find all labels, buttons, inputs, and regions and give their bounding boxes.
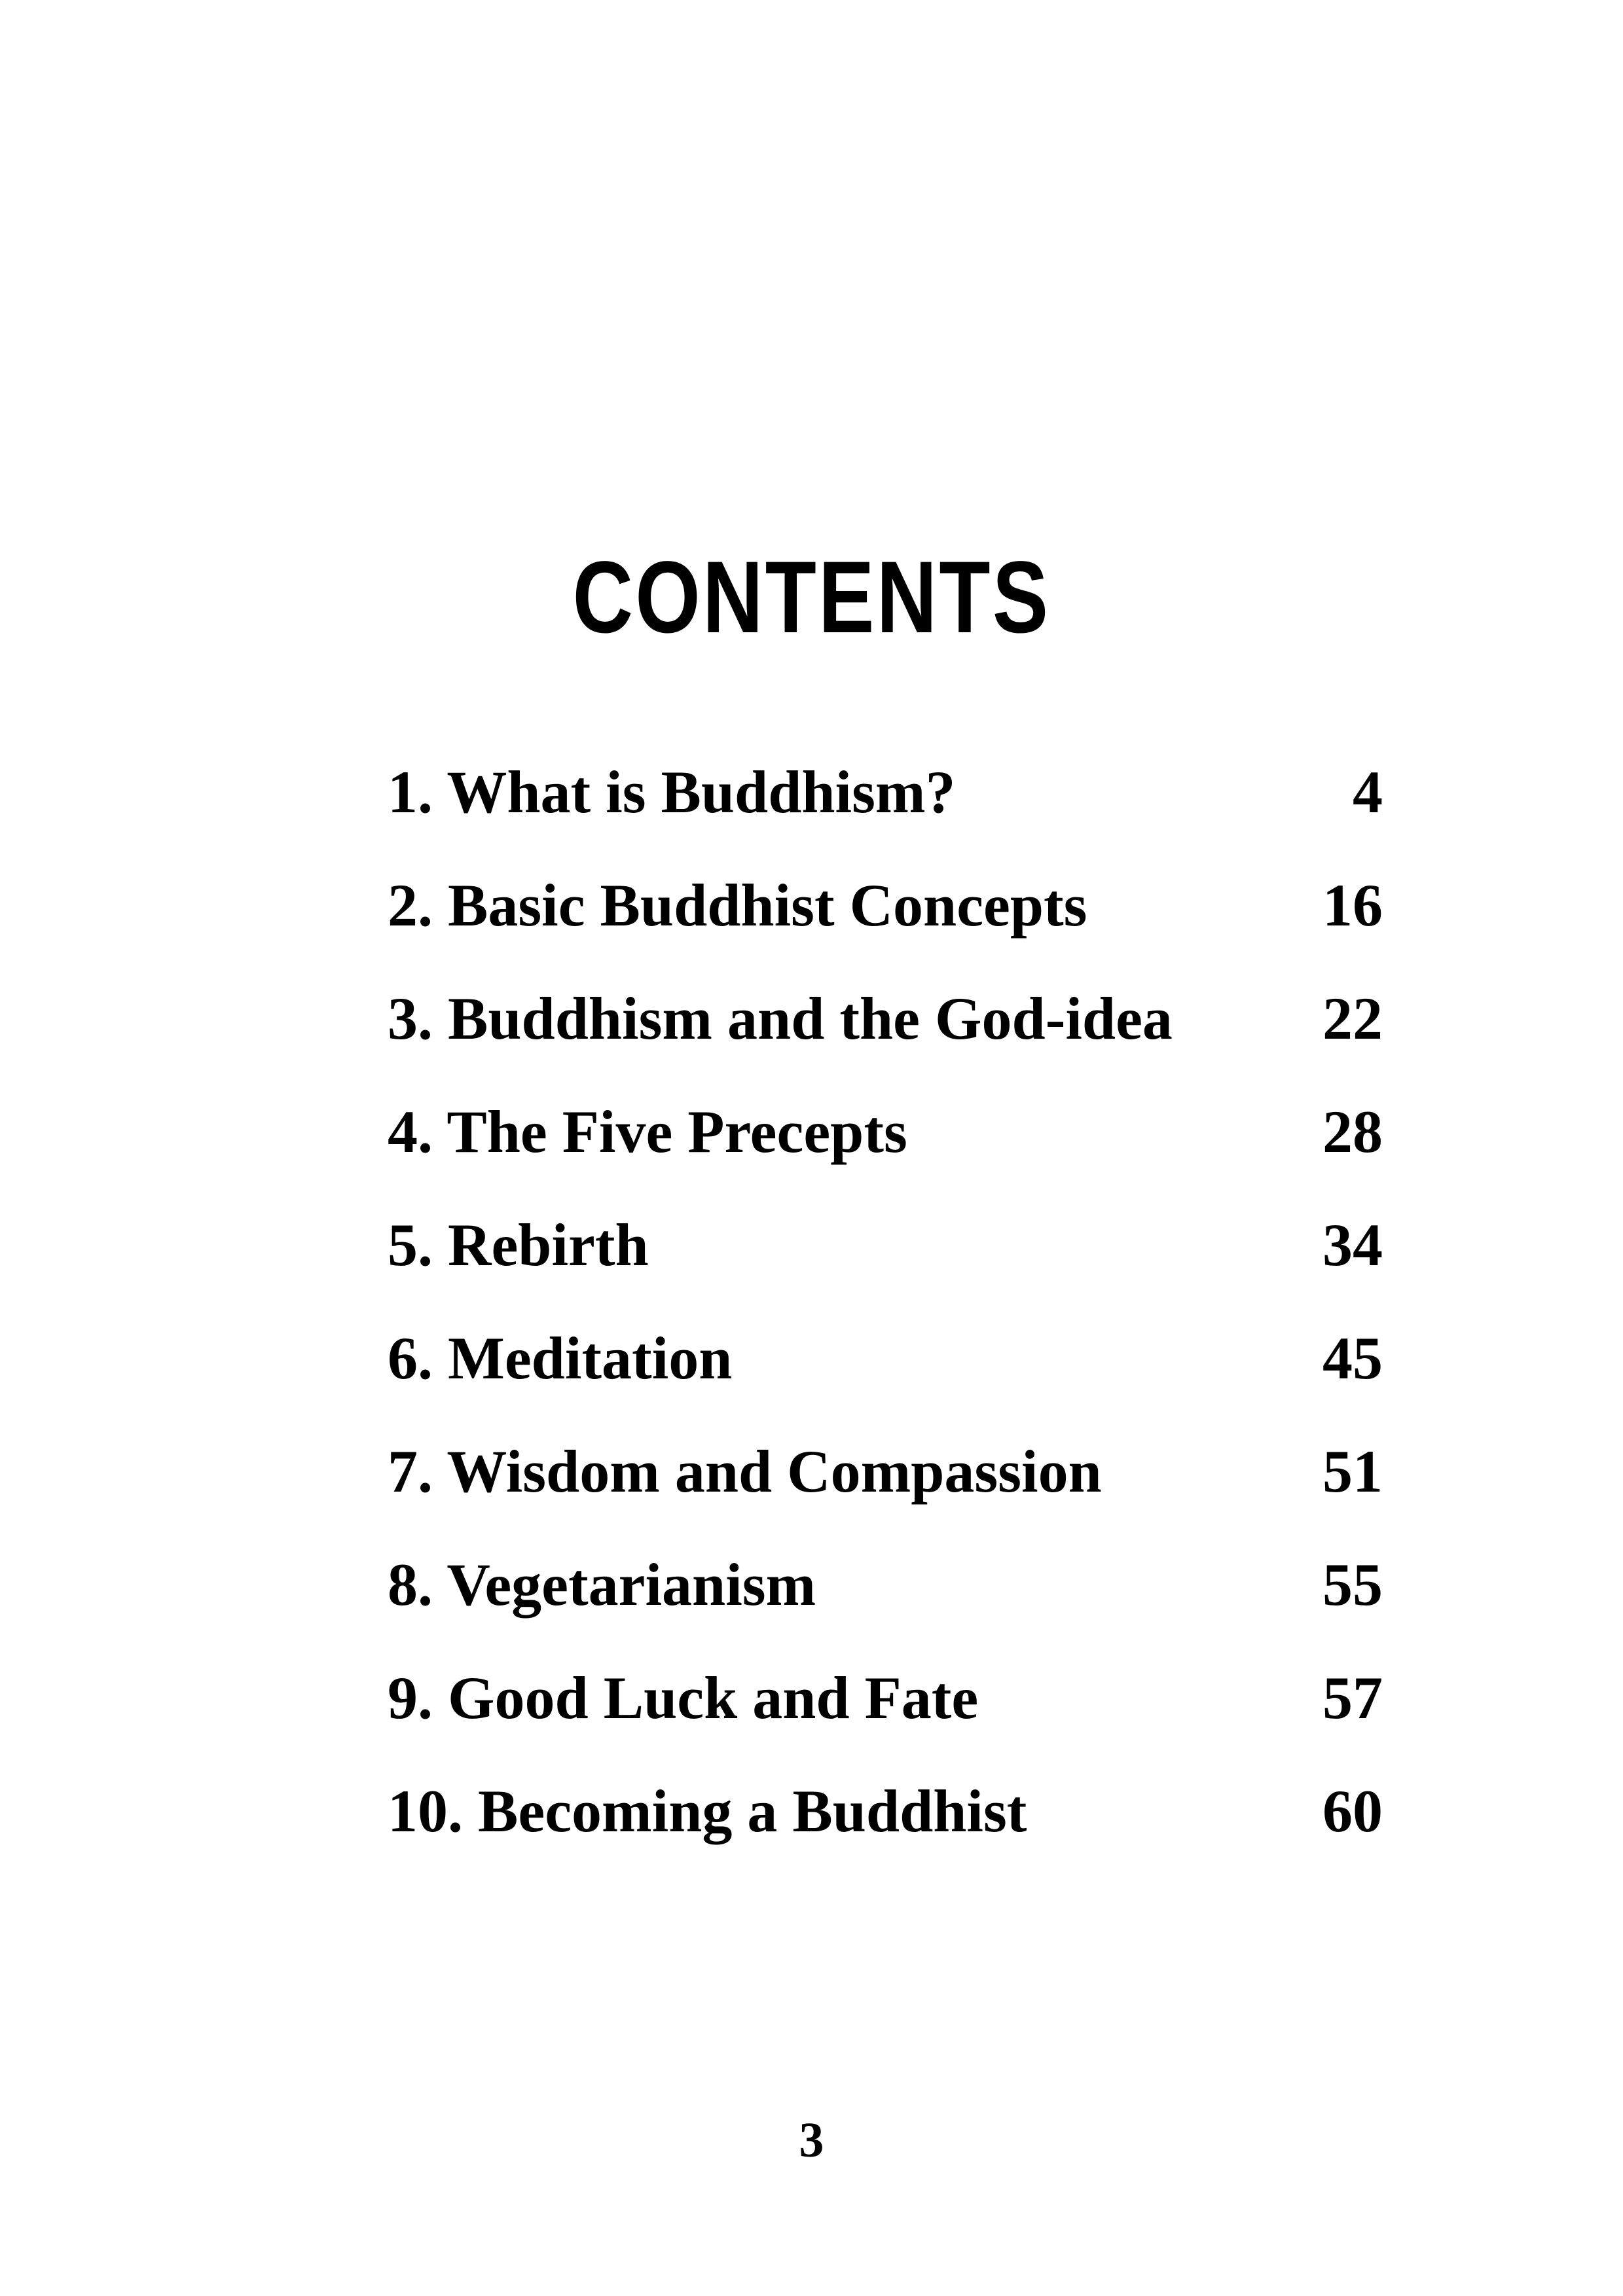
toc-entry-title: 6. Meditation: [388, 1325, 733, 1391]
page-number: 3: [799, 2113, 824, 2168]
toc-entry-page: 60: [1322, 1778, 1383, 1844]
toc-entry: [388, 978, 1383, 1091]
toc-entry-page: 4: [1353, 759, 1383, 825]
toc-entry: [388, 1544, 1383, 1657]
toc-entry-title: 1. What is Buddhism?: [388, 759, 956, 825]
toc-entry: [388, 1657, 1383, 1770]
toc-entry-title: 3. Buddhism and the God-idea: [388, 985, 1173, 1052]
toc-entry-title: 2. Basic Buddhist Concepts: [388, 872, 1087, 939]
toc-entry: [388, 1318, 1383, 1431]
toc-entry-title: 7. Wisdom and Compassion: [388, 1438, 1102, 1505]
toc-entry: [388, 865, 1383, 978]
toc-entry-title: 10. Becoming a Buddhist: [388, 1778, 1027, 1844]
table-of-contents: [388, 751, 1383, 1884]
toc-entry: [388, 1091, 1383, 1204]
toc-entry-page: 34: [1322, 1211, 1383, 1278]
toc-entry: [388, 1431, 1383, 1544]
contents-heading: CONTENTS: [572, 540, 1051, 655]
toc-entry-title: 4. The Five Precepts: [388, 1098, 907, 1165]
toc-entry-page: 45: [1322, 1325, 1383, 1391]
toc-entry-page: 51: [1322, 1438, 1383, 1505]
toc-entry-title: 9. Good Luck and Fate: [388, 1664, 979, 1731]
toc-entry: [388, 751, 1383, 865]
toc-entry-page: 55: [1322, 1551, 1383, 1618]
toc-entry-page: 16: [1322, 872, 1383, 939]
toc-entry-title: 5. Rebirth: [388, 1211, 649, 1278]
toc-entry-page: 22: [1322, 985, 1383, 1052]
toc-entry-page: 57: [1322, 1664, 1383, 1731]
toc-entry: [388, 1204, 1383, 1318]
toc-entry-title: 8. Vegetarianism: [388, 1551, 816, 1618]
toc-entry: [388, 1770, 1383, 1884]
toc-entry-page: 28: [1322, 1098, 1383, 1165]
